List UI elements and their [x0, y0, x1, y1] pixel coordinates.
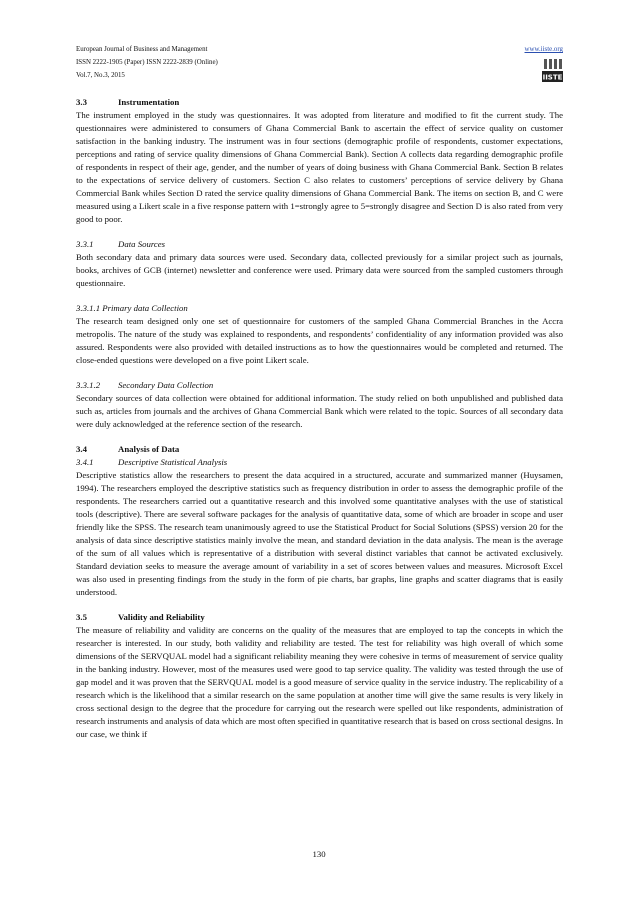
volume-line: Vol.7, No.3, 2015 [76, 72, 125, 79]
paragraph: Descriptive statistics allow the researchers to present the data acquired in a structured, accurate and summarized manner (Huysamen, 1994). The researchers employed the descriptive statistics such as frequency distribution in order to assess the demographic profile of the respondents. The researchers carried out a quantitative research and this involved some quantitative analyses with the use of statistical tools (descriptive). There are several software packages for the analysis of quantitative data, some of which are broader in scope and user friendly like the SPSS. The research team unanimously agreed to use the Statistical Product for Social Solutions (SPSS) version 20 for the analysis of data since descriptive statistics mainly involve the mean, and standard deviation in the data analysis. The mean is the average of the sum of all values which is representative of a distribution with several distinct variables that cannot be activated exclusively. Standard deviation seeks to measure the average amount of variability in a set of scores between values and measures. Microsoft Excel was also used in presenting findings from the study in the form of pie charts, bar graphs, line graphs and scatter diagrams that is easily understood. [76, 470, 563, 597]
journal-url-link[interactable]: www.iiste.org [524, 46, 563, 53]
section-heading: 3.5 Validity and Reliability [76, 612, 205, 622]
subsection-heading: 3.3.1.2 Secondary Data Collection [76, 380, 214, 390]
section-heading: 3.3 Instrumentation [76, 97, 180, 107]
paragraph: The measure of reliability and validity are concerns on the quality of the measures that are employed to tap the concepts in which the researcher is interested. In our study, both validity and reliability are tested. The test for reliability was high overall of which some dimensions of the SERVQUAL model had a significant reliability meaning they were cohesive in terms of measurement of service quality in the banking industry. However, most of the measures used were good to tap service quality. The validity was tested through the use of gap model and it was proven that the SERVQUAL model is a good measure of service quality in the service industry. The replicability of a research which is the likelihood that a similar research on the same population at another time will give the same results is very likely in cross sectional design to the degree that the procedure for carrying out the research were spelled out like respondents, administration of research instruments and analysis of data which are most often specified in quantitative research that is based on cross sectional designs. In our case, we think if [76, 625, 563, 739]
paragraph: Secondary sources of data collection were obtained for additional information. The study relied on both unpublished and published data such as, articles from journals and the archives of Ghana Commercial Bank which were related to the topic. Sources of all secondary data were duly acknowledged at the reference section of the research. [76, 393, 563, 429]
subsection-heading: 3.4.1 Descriptive Statistical Analysis [76, 457, 228, 467]
section-heading: 3.4 Analysis of Data [76, 444, 180, 454]
iiste-logo-icon [542, 58, 563, 84]
paragraph: The instrument employed in the study was questionnaires. It was adopted from literature and modified to fit the current study. The questionnaires were administered to consumers of Ghana Commercial Bank to ascertain the effect of service quality on customer satisfaction in the banking industry. The instrument was in four sections (demographic profile of respondents, customer expectations, perceptions and rating of service quality dimensions of Ghana Commercial Bank). Section A collects data regarding demographic profile of respondents in respect of their age, gender, and the number of years of doing business with Ghana Commercial Bank. Section B relates to the expectations of service delivery of customers. Section C also relates to customers’ perceptions of service delivery by Ghana Commercial Bank whiles Section D rated the service quality dimensions of Ghana Commercial Bank. The items on section B, and C were measured using a Likert scale in a five response pattern with 1=strongly agree to 5=strongly disagree and Section D is also rated from very good to poor. [76, 110, 563, 224]
journal-title: European Journal of Business and Management [76, 46, 208, 53]
article-body [76, 96, 563, 741]
paragraph: Both secondary data and primary data sources were used. Secondary data, collected previously for a similar project such as journals, books, archives of GCB (internet) newsletter and conference were used. Primary data were sourced from the sampled customers through questionnaire. [76, 252, 563, 288]
issn-line: ISSN 2222-1905 (Paper) ISSN 2222-2839 (Online) [76, 59, 218, 66]
svg-text:IISTE: IISTE [542, 73, 563, 82]
page-number: 130 [312, 849, 326, 859]
page-header [76, 43, 563, 93]
paragraph: The research team designed only one set of questionnaire for customers of the sampled Ghana Commercial Branches in the Accra metropolis. The nature of the study was explained to respondents, and respondents’ confidentiality of any information provided was also assured. Respondents were also provided with detailed instructions as to how the questionnaires would be completed and returned. The close-ended questions were developed on a five point Likert scale. [76, 316, 563, 365]
subsection-heading: 3.3.1.1 Primary data Collection [76, 303, 188, 313]
subsection-heading: 3.3.1 Data Sources [76, 239, 166, 249]
